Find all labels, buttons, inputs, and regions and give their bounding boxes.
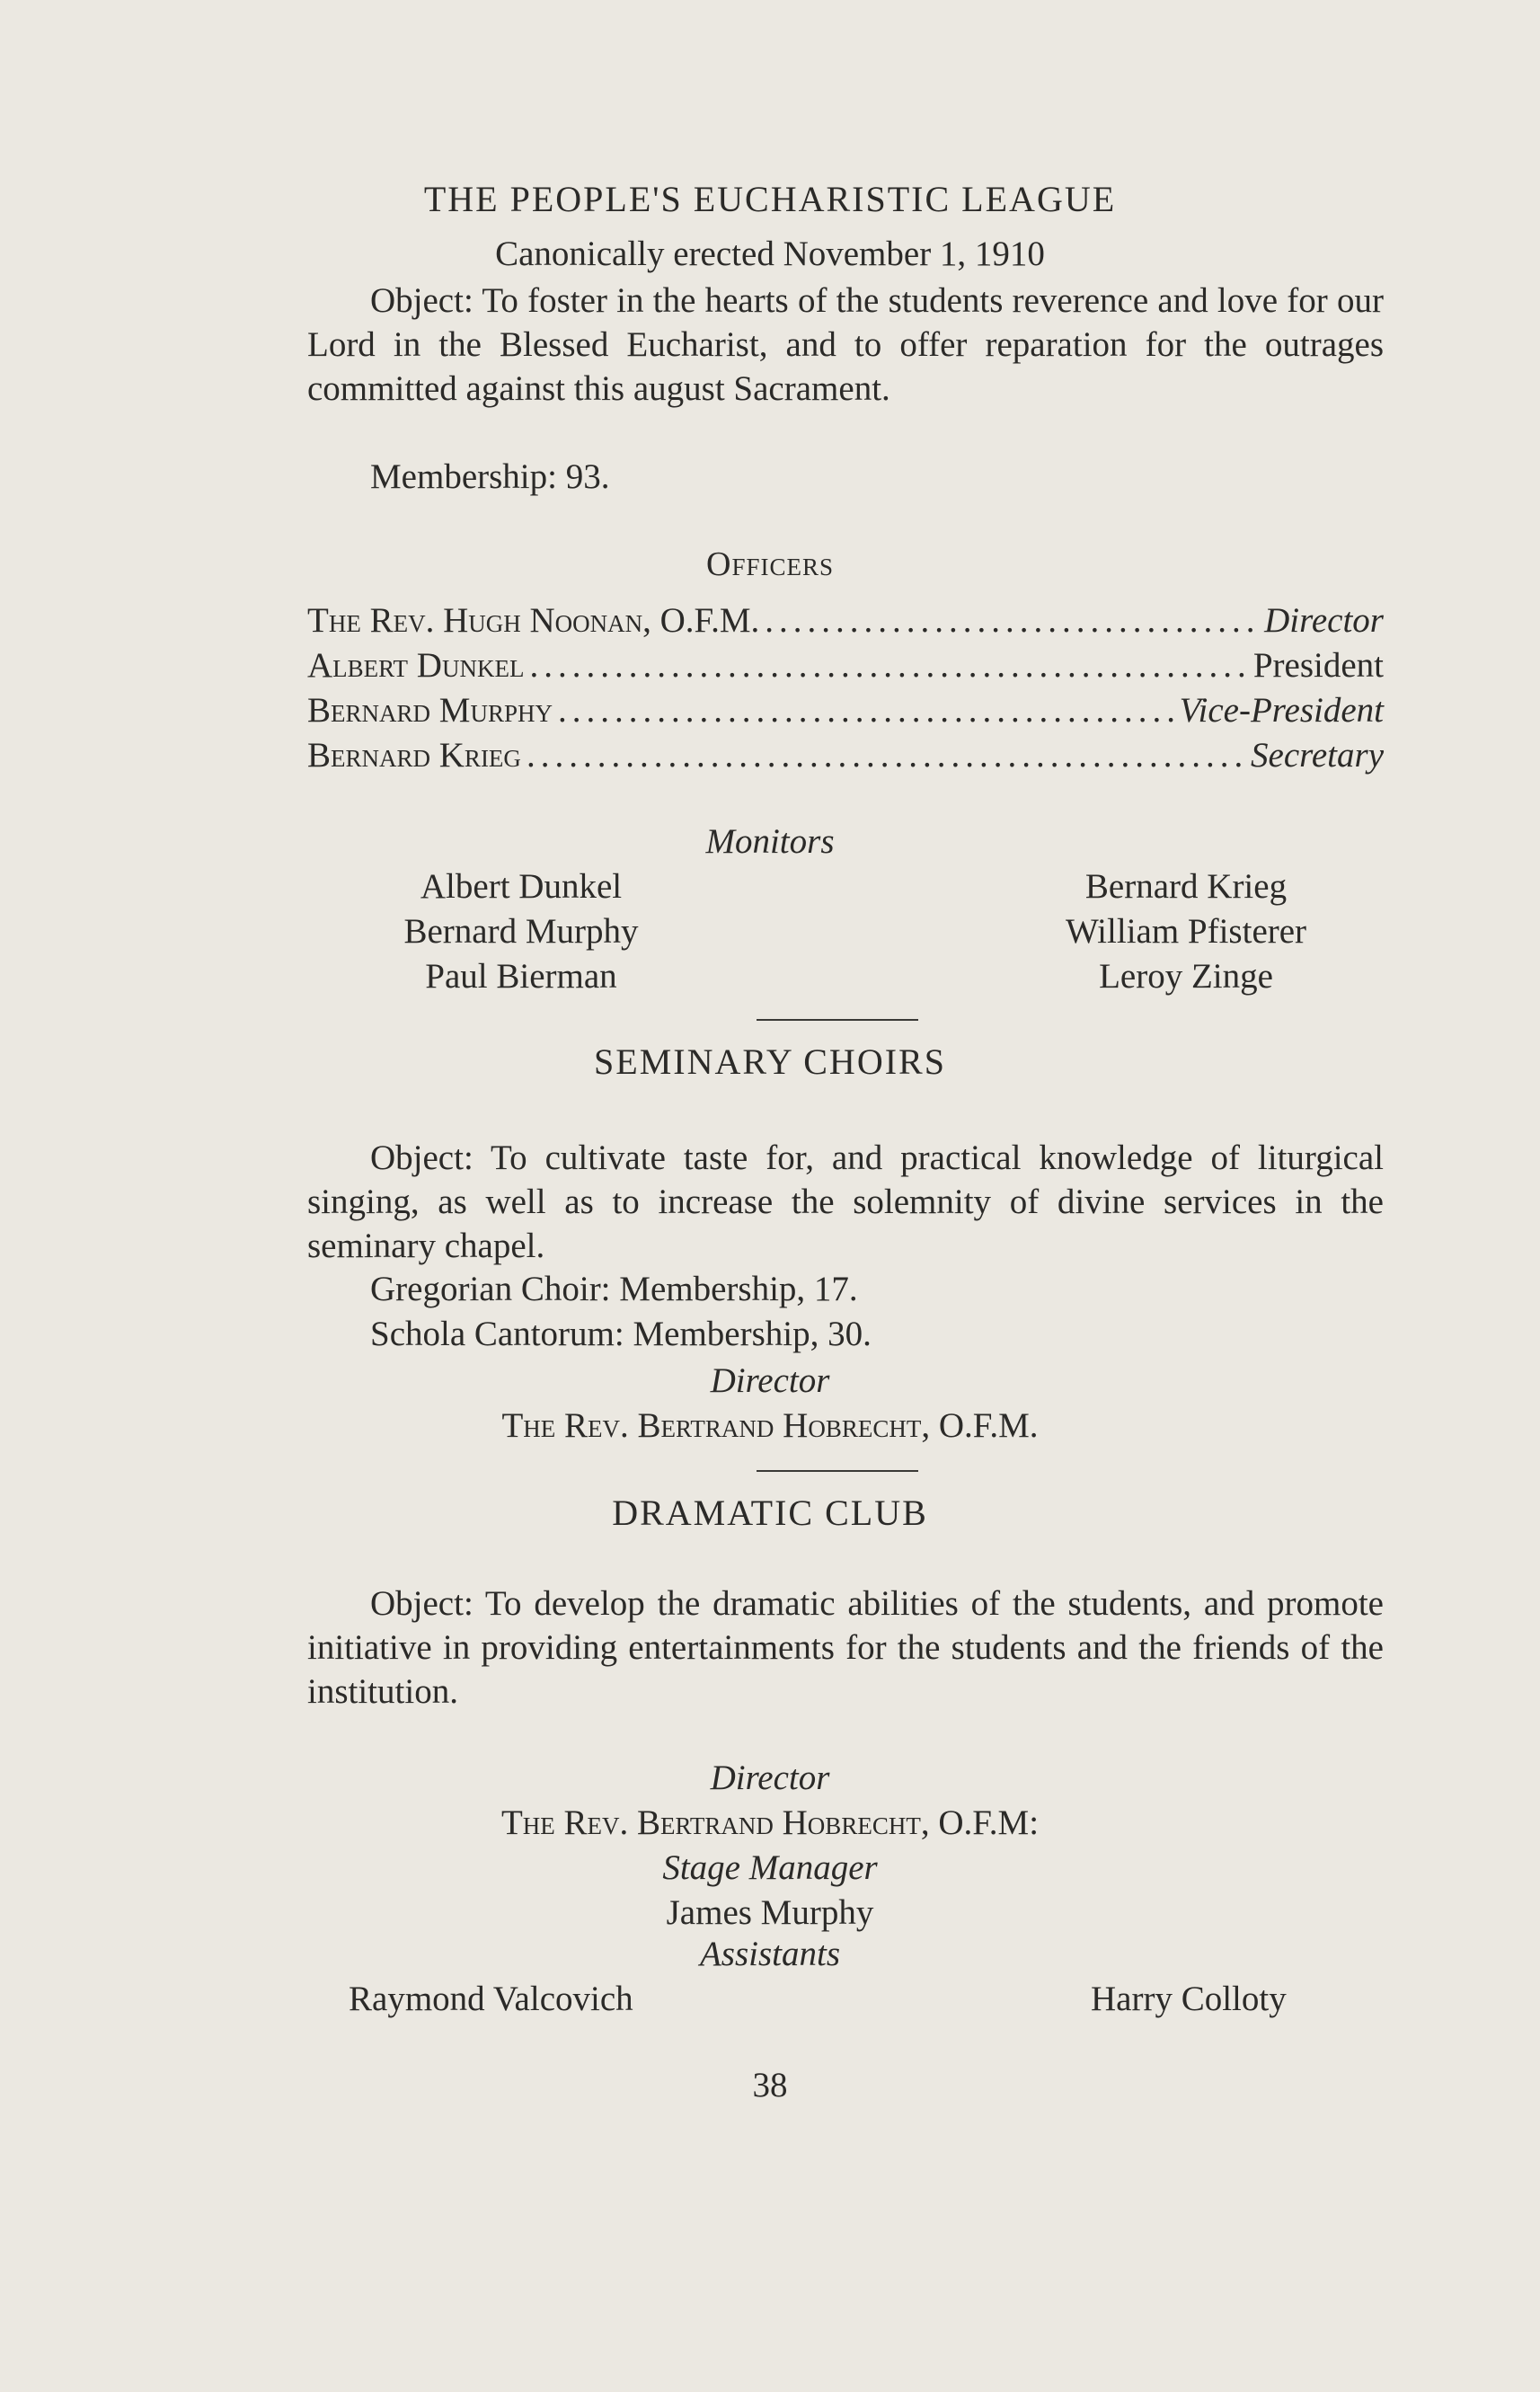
dramatic-director-heading: Director xyxy=(710,1759,830,1797)
dot-leader xyxy=(558,690,1174,731)
monitors-right-column xyxy=(997,864,1375,999)
officer-row xyxy=(307,735,1384,775)
section-divider xyxy=(757,1019,918,1021)
officer-name: The Rev. Hugh Noonan, O.F.M. xyxy=(307,601,760,640)
monitors-left-column xyxy=(341,864,701,999)
monitor-name: Bernard Krieg xyxy=(1084,867,1288,906)
monitor-name: Bernard Murphy xyxy=(403,912,639,951)
officer-row xyxy=(307,645,1384,686)
monitor-name: Paul Bierman xyxy=(425,957,617,996)
league-membership: Membership: 93. xyxy=(370,457,610,496)
officer-name: Bernard Murphy xyxy=(307,691,553,730)
league-title: THE PEOPLE'S EUCHARISTIC LEAGUE xyxy=(423,179,1117,219)
choirs-title: SEMINARY CHOIRS xyxy=(594,1041,946,1082)
choirs-director-heading: Director xyxy=(710,1361,830,1400)
schola-cantorum: Schola Cantorum: Membership, 30. xyxy=(370,1315,872,1353)
dot-leader xyxy=(527,735,1245,775)
league-erected: Canonically erected November 1, 1910 xyxy=(495,235,1045,273)
league-object: Object: To foster in the hearts of the students reverence and love for our Lord in the Blessed Eucharist, and to offer reparation for the outrages committed against this august Sacrament. xyxy=(307,281,1384,408)
monitor-name: Leroy Zinge xyxy=(1099,957,1273,996)
officer-title: President xyxy=(1252,646,1384,685)
section-divider xyxy=(757,1470,918,1472)
assistant-name: Raymond Valcovich xyxy=(349,1980,633,2018)
assistant-name: Harry Colloty xyxy=(1091,1980,1287,2018)
monitor-name: William Pfisterer xyxy=(1065,912,1307,951)
dramatic-title: DRAMATIC CLUB xyxy=(612,1493,928,1533)
officer-title: Vice-President xyxy=(1179,691,1384,730)
choirs-object: Object: To cultivate taste for, and practical knowledge of liturgical singing, as well as to increase the solemnity of divine services in the seminary chapel. xyxy=(307,1138,1384,1265)
assistants-heading: Assistants xyxy=(699,1935,841,1973)
page-number: 38 xyxy=(752,2066,788,2104)
officers-heading: Officers xyxy=(706,545,834,583)
dramatic-director: The Rev. Bertrand Hobrecht, O.F.M: xyxy=(500,1803,1040,1842)
officer-row xyxy=(307,600,1384,641)
choirs-director: The Rev. Bertrand Hobrecht, O.F.M. xyxy=(501,1406,1039,1445)
dot-leader xyxy=(765,600,1259,641)
stage-manager-heading: Stage Manager xyxy=(662,1848,878,1887)
dot-leader xyxy=(529,645,1247,686)
stage-manager: James Murphy xyxy=(666,1893,874,1932)
officer-row xyxy=(307,690,1384,731)
officer-name: Bernard Krieg xyxy=(307,736,521,775)
officer-name: Albert Dunkel xyxy=(307,646,525,685)
dramatic-object: Object: To develop the dramatic abilities of the students, and promote initiative in providing entertainments for the students and the friends of the institution. xyxy=(307,1584,1384,1711)
gregorian-choir: Gregorian Choir: Membership, 17. xyxy=(370,1270,858,1308)
monitor-name: Albert Dunkel xyxy=(420,867,623,906)
officer-title: Director xyxy=(1264,601,1384,640)
monitors-heading: Monitors xyxy=(705,822,835,861)
officer-title: Secretary xyxy=(1251,736,1384,775)
